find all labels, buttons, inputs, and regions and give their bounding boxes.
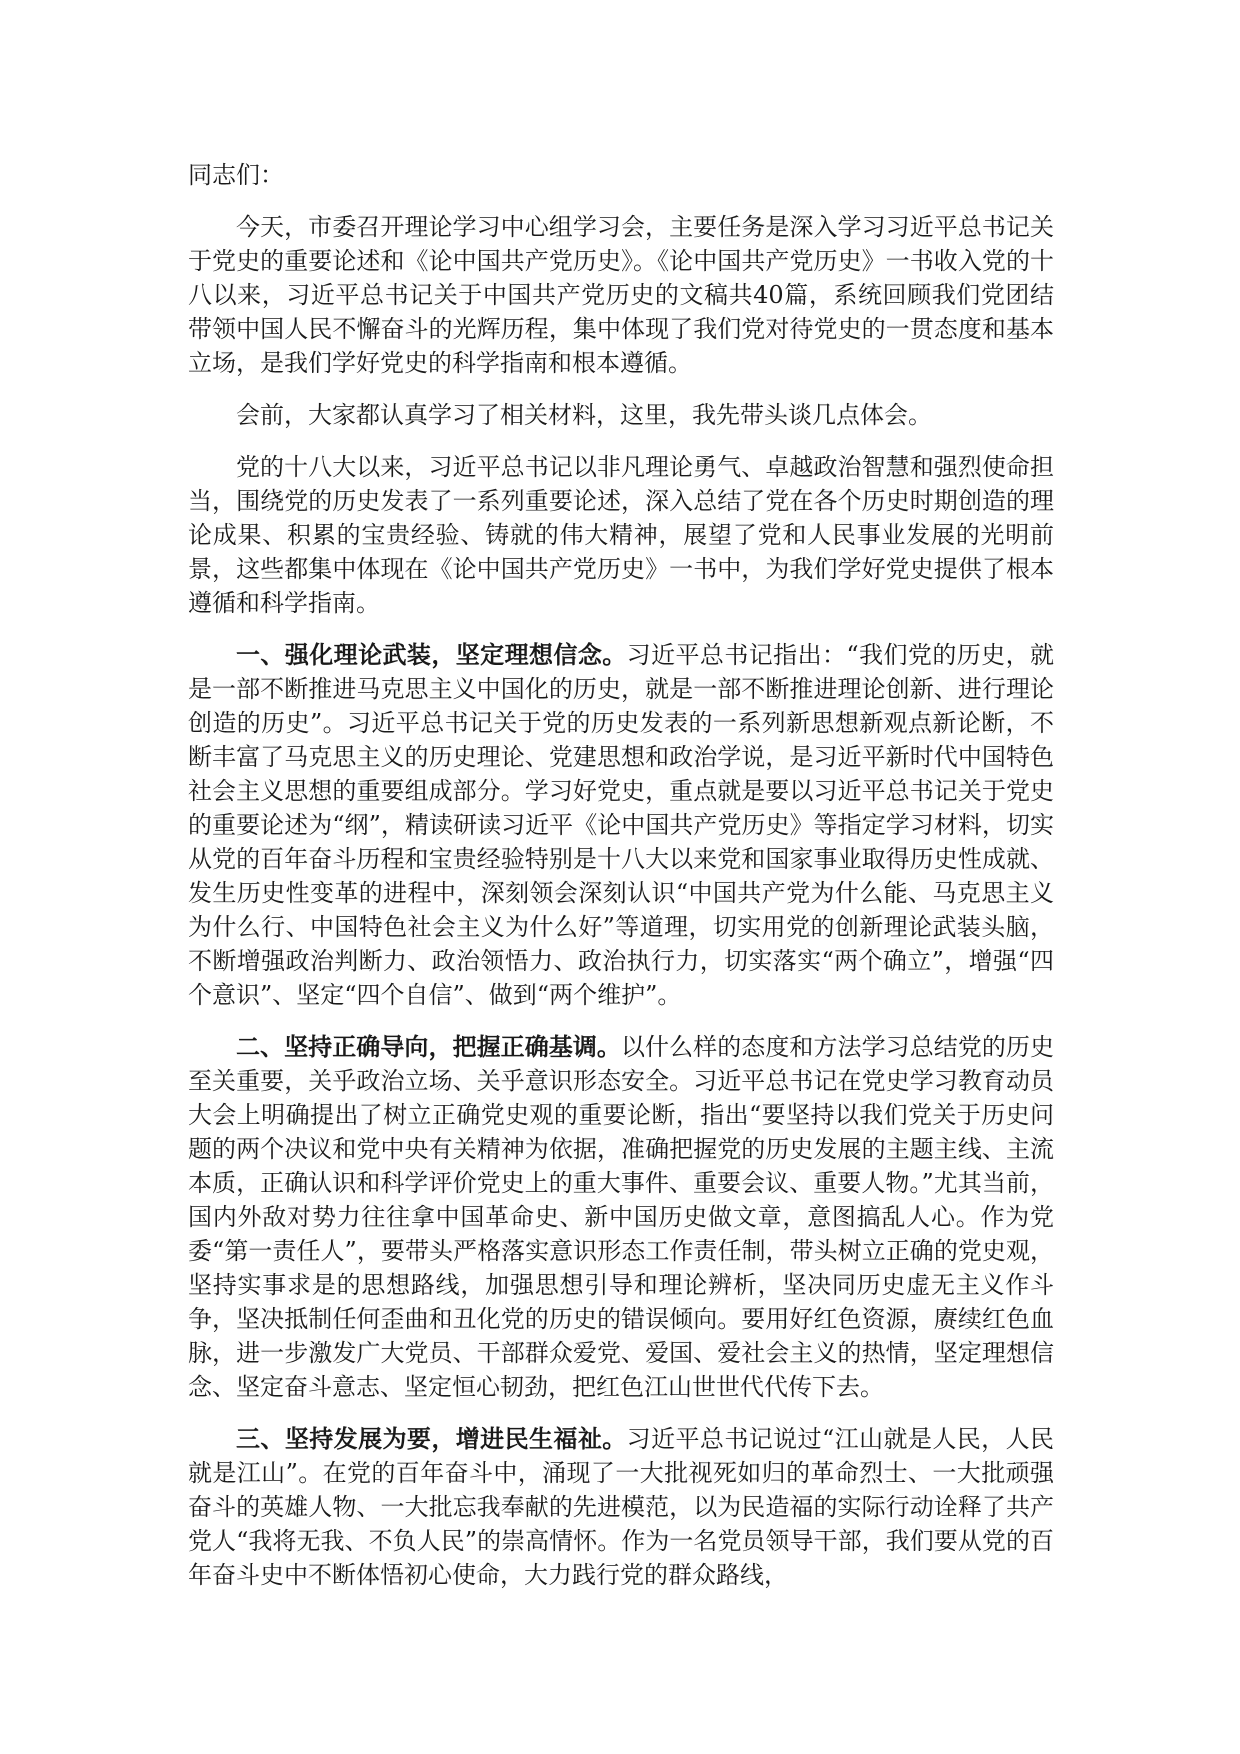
paragraph-point-1 [188, 638, 1054, 1012]
paragraph-text: 会前，大家都认真学习了相关材料，这里，我先带头谈几点体会。 [236, 401, 932, 429]
paragraph-text: 习近平总书记指出：“我们党的历史，就是一部不断推进马克思主义中国化的历史，就是一部不断推进理论创新、进行理论创造的历史”。习近平总书记关于党的历史发表的一系列新思想新观点新论断，不断丰富了马克思主义的历史理论、党建思想和政治学说，是习近平新时代中国特色社会主义思想的重要组成部分。学习好党史，重点就是要以习近平总书记关于党史的重要论述为“纲”，精读研读习近平《论中国共产党历史》等指定学习材料，切实从党的百年奋斗历程和宝贵经验特别是十八大以来党和国家事业取得历史性成就、发生历史性变革的进程中，深刻领会深刻认识“中国共产党为什么能、马克思主义为什么行、中国特色社会主义为什么好”等道理，切实用党的创新理论武装头脑，不断增强政治判断力、政治领悟力、政治执行力，切实落实“两个确立”，增强“四个意识”、坚定“四个自信”、做到“两个维护”。 [188, 641, 1054, 1009]
paragraph-text: 党的十八大以来，习近平总书记以非凡理论勇气、卓越政治智慧和强烈使命担当，围绕党的历史发表了一系列重要论述，深入总结了党在各个历史时期创造的理论成果、积累的宝贵经验、铸就的伟大精神，展望了党和人民事业发展的光明前景，这些都集中体现在《论中国共产党历史》一书中，为我们学好党史提供了根本遵循和科学指南。 [188, 453, 1054, 617]
point-heading: 二、坚持正确导向，把握正确基调。 [236, 1032, 621, 1061]
paragraph-point-2 [188, 1030, 1054, 1404]
point-heading: 三、坚持发展为要，增进民生福祉。 [236, 1424, 627, 1453]
paragraph-preface [188, 398, 1054, 432]
paragraph-text: 今天，市委召开理论学习中心组学习会，主要任务是深入学习习近平总书记关于党史的重要论述和《论中国共产党历史》。《论中国共产党历史》一书收入党的十八以来，习近平总书记关于中国共产党历史的文稿共40篇，系统回顾我们党团结带领中国人民不懈奋斗的光辉历程，集中体现了我们党对待党史的一贯态度和基本立场，是我们学好党史的科学指南和根本遵循。 [188, 213, 1054, 377]
paragraph-text: 习近平总书记说过“江山就是人民，人民就是江山”。在党的百年奋斗中，涌现了一大批视死如归的革命烈士、一大批顽强奋斗的英雄人物、一大批忘我奉献的先进模范，以为民造福的实际行动诠释了共产党人“我将无我、不负人民”的崇高情怀。作为一名党员领导干部，我们要从党的百年奋斗史中不断体悟初心使命，大力践行党的群众路线， [188, 1425, 1054, 1589]
document-body [188, 158, 1054, 1610]
paragraph-overview [188, 450, 1054, 620]
paragraph-intro [188, 210, 1054, 380]
paragraph-text: 以什么样的态度和方法学习总结党的历史至关重要，关乎政治立场、关乎意识形态安全。习近平总书记在党史学习教育动员大会上明确提出了树立正确党史观的重要论断，指出“要坚持以我们党关于历史问题的两个决议和党中央有关精神为依据，准确把握党的历史发展的主题主线、主流本质，正确认识和科学评价党史上的重大事件、重要会议、重要人物。”尤其当前，国内外敌对势力往往拿中国革命史、新中国历史做文章，意图搞乱人心。作为党委“第一责任人”，要带头严格落实意识形态工作责任制，带头树立正确的党史观，坚持实事求是的思想路线，加强思想引导和理论辨析，坚决同历史虚无主义作斗争，坚决抵制任何歪曲和丑化党的历史的错误倾向。要用好红色资源，赓续红色血脉，进一步激发广大党员、干部群众爱党、爱国、爱社会主义的热情，坚定理想信念、坚定奋斗意志、坚定恒心韧劲，把红色江山世世代代传下去。 [188, 1033, 1054, 1401]
point-heading: 一、强化理论武装，坚定理想信念。 [236, 640, 627, 669]
greeting: 同志们： [188, 161, 284, 189]
paragraph-point-3 [188, 1422, 1054, 1592]
